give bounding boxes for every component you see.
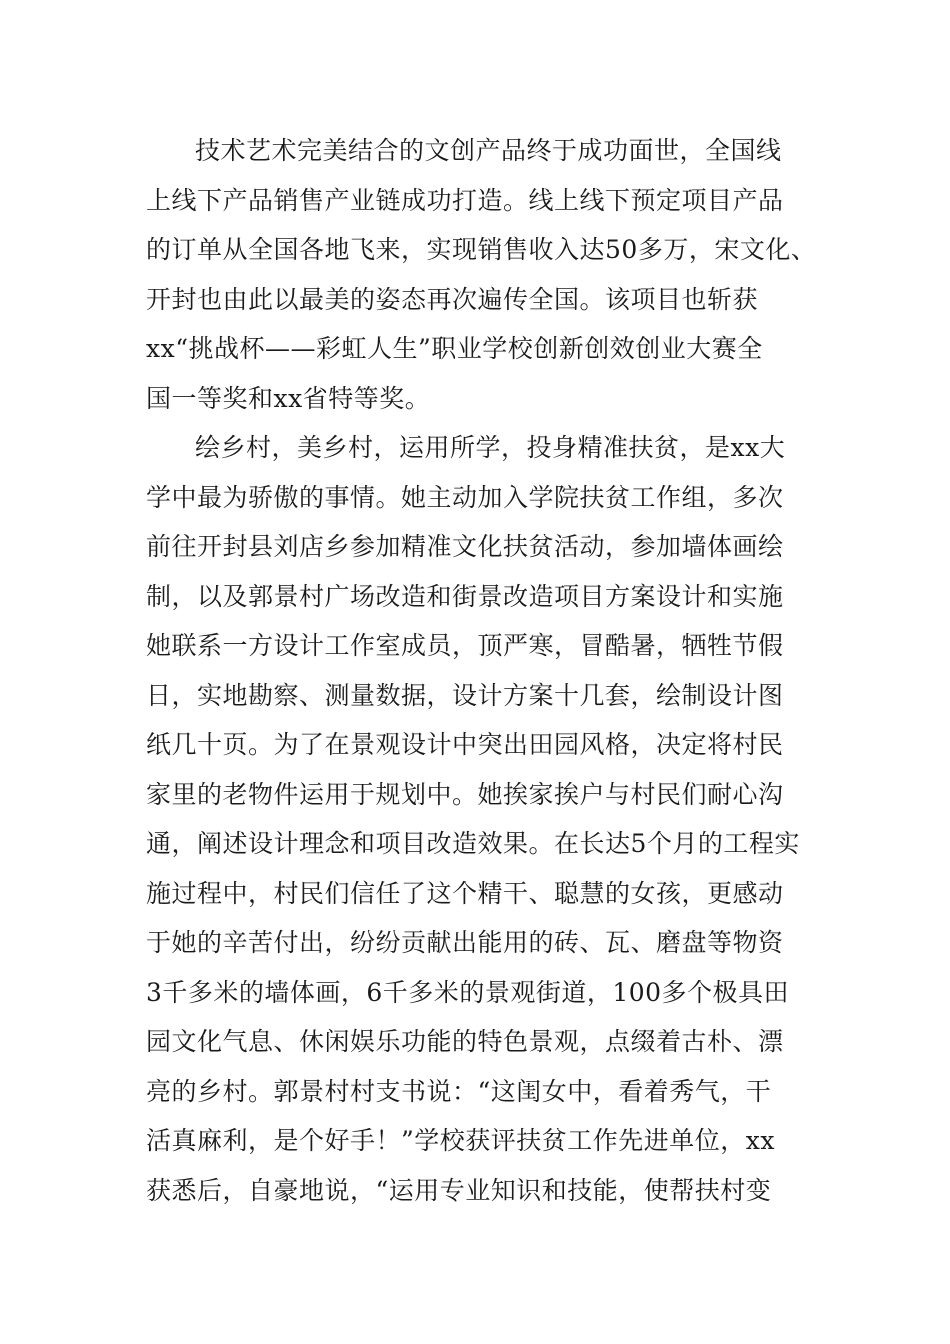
- paragraph-2-line-7: 纸几十页。为了在景观设计中突出田园风格，决定将村民: [146, 730, 784, 759]
- paragraph-2-line-5: 她联系一方设计工作室成员，顶严寒，冒酷暑，牺牲节假: [146, 631, 784, 660]
- paragraph-1-line-5: xx“挑战杯——彩虹人生”职业学校创新创效创业大赛全: [146, 334, 763, 363]
- paragraph-2-line-13: 园文化气息、休闲娱乐功能的特色景观，点缀着古朴、漂: [146, 1027, 784, 1056]
- paragraph-1-line-3: 的订单从全国各地飞来，实现销售收入达50多万，宋文化、: [146, 235, 817, 264]
- paragraph-2-line-15: 活真麻利，是个好手！”学校获评扶贫工作先进单位，xx: [146, 1126, 775, 1155]
- paragraph-2-line-16: 获悉后，自豪地说，“运用专业知识和技能，使帮扶村变: [146, 1175, 772, 1205]
- document-body: [146, 126, 846, 1215]
- paragraph-2-line-14: 亮的乡村。郭景村村支书说：“这闺女中，看着秀气，干: [146, 1076, 772, 1106]
- paragraph-2-line-9: 通，阐述设计理念和项目改造效果。在长达5个月的工程实: [146, 829, 800, 858]
- paragraph-2-line-11: 于她的辛苦付出，纷纷贡献出能用的砖、瓦、磨盘等物资: [146, 928, 784, 957]
- paragraph-1-line-1: 技术艺术完美结合的文创产品终于成功面世，全国线: [195, 136, 782, 165]
- paragraph-2-line-6: 日，实地勘察、测量数据，设计方案十几套，绘制设计图: [146, 680, 784, 710]
- paragraph-2-line-2: 学中最为骄傲的事情。她主动加入学院扶贫工作组，多次: [146, 482, 784, 512]
- paragraph-1-line-6: 国一等奖和xx省特等奖。: [146, 383, 431, 413]
- paragraph-2-line-3: 前往开封县刘店乡参加精准文化扶贫活动，参加墙体画绘: [146, 532, 784, 561]
- paragraph-1-line-2: 上线下产品销售产业链成功打造。线上线下预定项目产品: [146, 185, 784, 215]
- paragraph-2-line-1: 绘乡村，美乡村，运用所学，投身精准扶贫，是xx大: [195, 433, 786, 462]
- paragraph-2-line-10: 施过程中，村民们信任了这个精干、聪慧的女孩，更感动: [146, 878, 784, 908]
- paragraph-2-line-12: 3千多米的墙体画，6千多米的景观街道，100多个极具田: [146, 977, 790, 1007]
- paragraph-1-line-4: 开封也由此以最美的姿态再次遍传全国。该项目也斩获: [146, 284, 759, 314]
- paragraph-2-line-8: 家里的老物件运用于规划中。她挨家挨户与村民们耐心沟: [146, 779, 784, 809]
- paragraph-2-line-4: 制，以及郭景村广场改造和街景改造项目方案设计和实施: [146, 581, 784, 611]
